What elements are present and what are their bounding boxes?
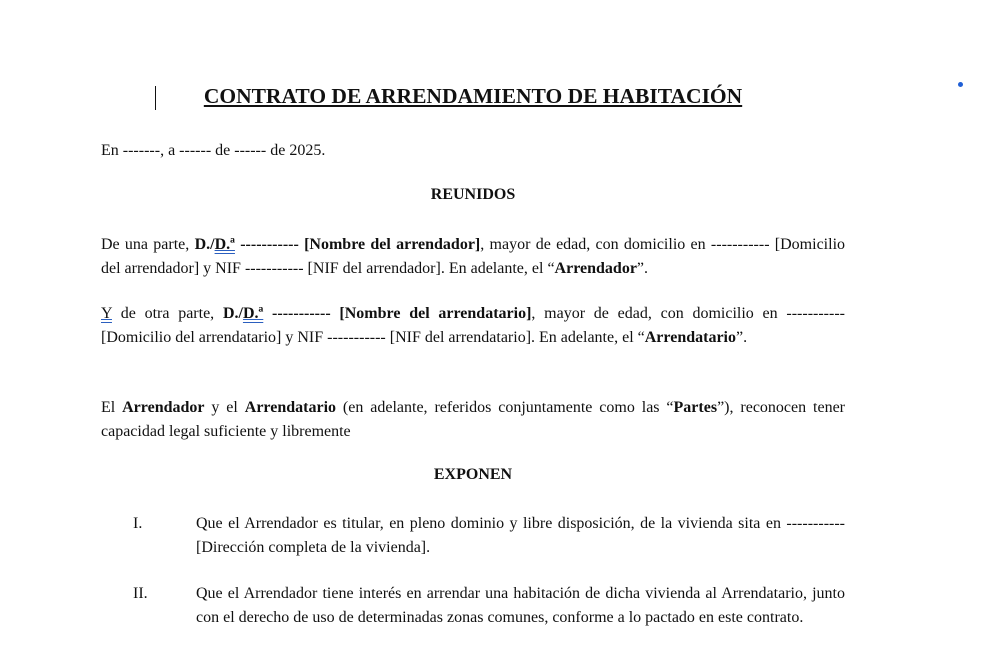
list-item [101,582,845,654]
list-item-text: Que el Arrendador tiene interés en arrendar una habitación de dicha vivienda al Arrendatario, junto con el derecho de uso de determinadas zonas comunes, conforme a lo pactado en este contrato. [196,585,845,626]
document-title: CONTRATO DE ARRENDAMIENTO DE HABITACIÓN [203,84,743,108]
abbr-da: D.ª [214,236,235,253]
paragraph-partes: El Arrendador y el Arrendatario (en adelante, referidos conjuntamente como las “Partes”), reconocen tener capacidad legal suficiente y libremente [101,399,846,440]
heading-exponen: EXPONEN [433,466,513,483]
heading-reunidos: REUNIDOS [430,186,516,203]
word-y: Y [101,305,112,322]
paragraph-arrendatario: Y de otra parte, D./D.ª ----------- [Nombre del arrendatario], mayor de edad, con domicilio en ----------- [Domicilio del arrendatario] y NIF ----------- [NIF del arrendatario]. En adelante, el “Arrendatario”. [101,305,845,346]
list-item-number: I. [133,515,143,532]
abbr-da: D.ª [242,305,264,322]
paragraph-arrendador: De una parte, D./D.ª ----------- [Nombre del arrendador], mayor de edad, con domicilio en ----------- [Domicilio del arrendador] y NIF ----------- [NIF del arrendador]. En adelante, el “Arrendador”. [101,236,846,277]
list-item-number: II. [133,585,148,602]
date-line: En -------, a ------ de ------ de 2025. [101,142,326,159]
paragraph-marker-dot [958,82,963,87]
list-item [101,512,845,560]
list-item-text: Que el Arrendador es titular, en pleno dominio y libre disposición, de la vivienda sita en ----------- [Dirección completa de la vivienda]. [196,515,845,556]
